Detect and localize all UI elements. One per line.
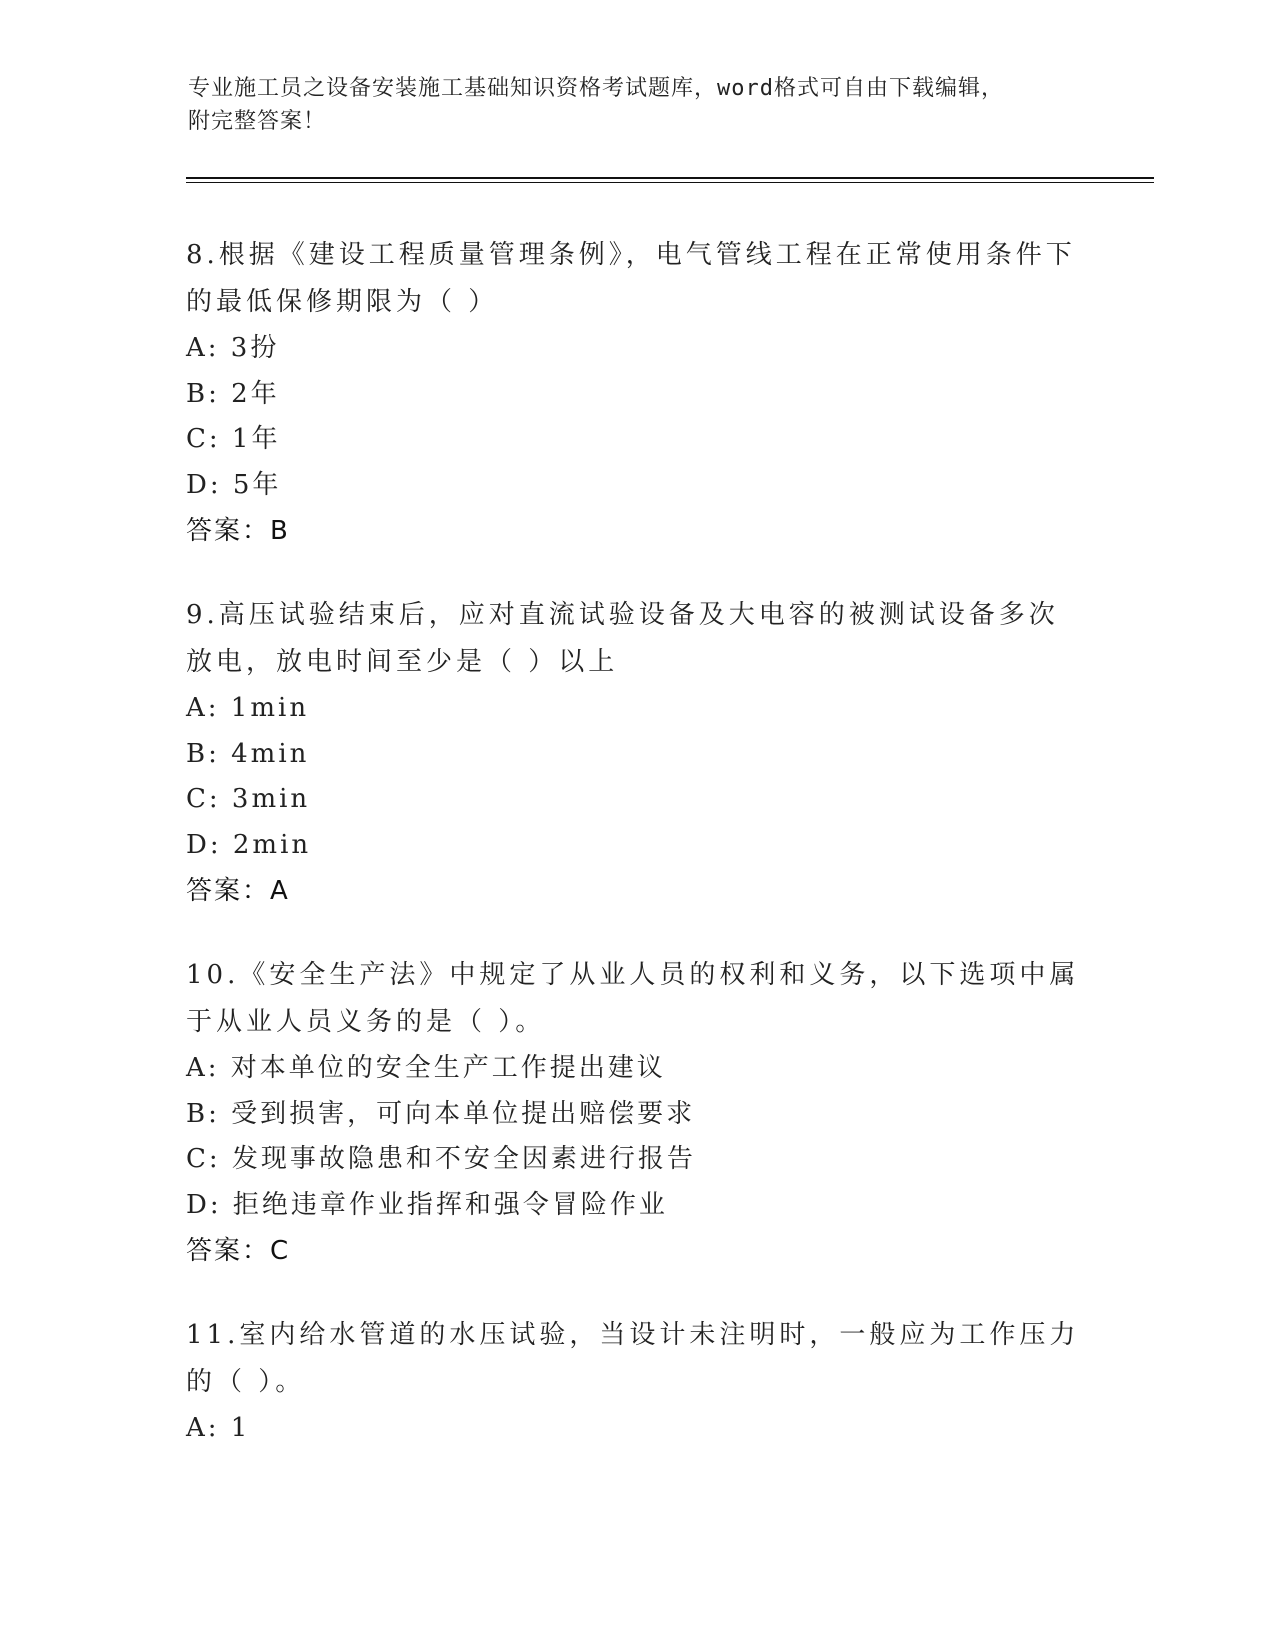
question-11: [186, 1312, 1086, 1452]
option-b: B: 2年: [186, 378, 280, 409]
option-a: A: 1: [186, 1413, 251, 1443]
answer-line: 答案：B: [186, 516, 290, 546]
question-stem: 10.《安全生产法》中规定了从业人员的权利和义务，以下选项中属于从业人员义务的是（ ）。: [186, 960, 1080, 1037]
header-divider-thin: [186, 182, 1154, 183]
question-10: [186, 952, 1086, 1274]
header-divider-thick: [186, 177, 1154, 179]
question-9: [186, 592, 1086, 914]
option-a: A: 1min: [186, 693, 310, 723]
option-a: A: 对本单位的安全生产工作提出建议: [186, 1053, 666, 1083]
header-line-1: 专业施工员之设备安装施工基础知识资格考试题库，word格式可自由下载编辑，: [188, 76, 1004, 101]
answer-line: 答案：A: [186, 876, 290, 906]
answer-line: 答案：C: [186, 1236, 291, 1266]
question-list: [186, 232, 1086, 1490]
question-stem: 11.室内给水管道的水压试验，当设计未注明时，一般应为工作压力的（ ）。: [186, 1320, 1080, 1397]
question-stem: 9.高压试验结束后，应对直流试验设备及大电容的被测试设备多次放电，放电时间至少是（ ）以上: [186, 600, 1059, 677]
document-header: [188, 72, 1068, 138]
option-c: C: 3min: [186, 784, 311, 814]
option-d: D: 拒绝违章作业指挥和强令冒险作业: [186, 1189, 668, 1220]
option-c: C: 发现事故隐患和不安全因素进行报告: [186, 1144, 696, 1174]
option-c: C: 1年: [186, 424, 281, 454]
question-8: [186, 232, 1086, 554]
option-d: D: 5年: [186, 469, 282, 500]
option-d: D: 2min: [186, 829, 312, 860]
question-stem: 8.根据《建设工程质量管理条例》，电气管线工程在正常使用条件下的最低保修期限为（ ）: [186, 240, 1076, 317]
option-b: B: 受到损害，可向本单位提出赔偿要求: [186, 1098, 696, 1129]
option-a: A: 3扮: [186, 333, 280, 363]
header-line-2: 附完整答案！: [188, 109, 327, 134]
option-b: B: 4min: [186, 738, 310, 769]
